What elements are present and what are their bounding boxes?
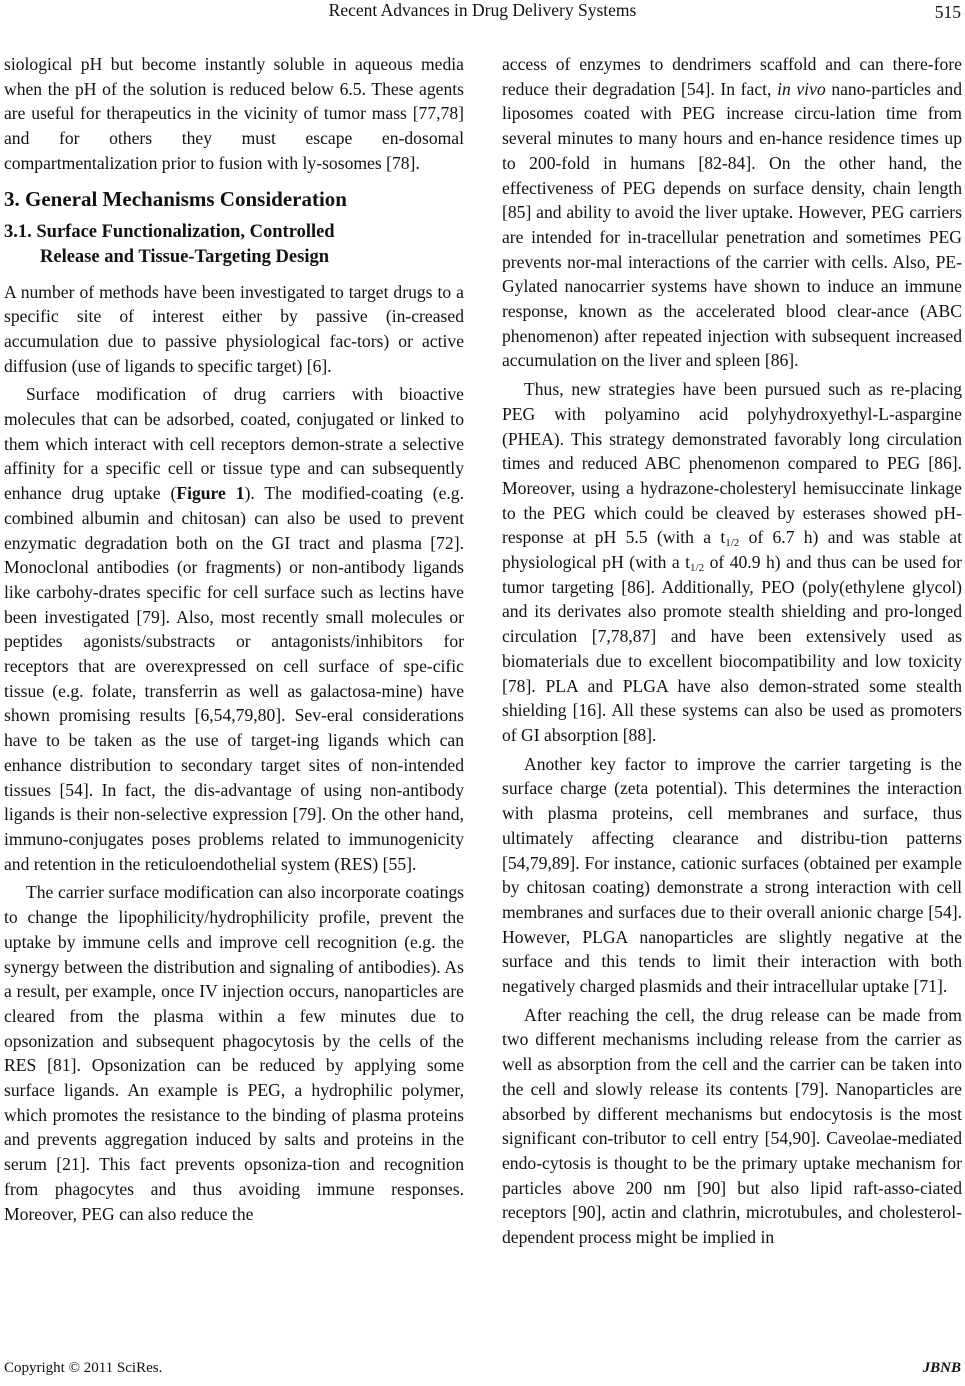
- text-run: Surface modification of drug carriers with bioactive molecules that can be adsorbed, coated, conjugated or linked to them which interact with cell receptors demon-strate a selective affinity for a specific cell or tissue type and can subsequently enhance drug uptake (: [4, 384, 464, 504]
- paragraph-continued: [502, 52, 962, 373]
- paragraph: [502, 377, 962, 748]
- figure-reference-link[interactable]: Figure 1: [176, 483, 245, 504]
- text-run: of 6.7 h) and was stable at physiological pH (with a t: [502, 527, 963, 573]
- italic-term: in vivo: [777, 78, 826, 99]
- text-run: of 40.9 h) and thus can be used for tumor targeting [86]. Additionally, PEO (poly(ethylene glycol) and its derivates also promote stealth shielding and pro-longed circulation [7,78,87] and have been extensively used as biomaterials due to excellent biocompatibility and low toxicity [78]. PLA and PLGA have also demon-strated some stealth shielding [16]. All these systems can also be used as promoters of GI absorption [88].: [502, 552, 963, 745]
- paragraph: The carrier surface modification can also incorporate coatings to change the lipophilicity/hydrophilicity profile, prevent the uptake by immune cells and improve cell recognition (e.g. the synergy between the distribution and signaling of antibodies). As a result, per example, once IV injection occurs, nanoparticles are cleared from the plasma within a few minutes due to opsonization and subsequent phagocytosis by the cells of the RES [81]. Opsonization can be reduced by applying some surface ligands. An example is PEG, a hydrophilic polymer, which promotes the resistance to the binding of plasma proteins and prevents aggregation induced by salts and proteins in the serum [21]. This fact prevents opsoniza-tion and recognition from phagocytes and thus avoiding immune responses. Moreover, PEG can also reduce the: [4, 882, 464, 1224]
- section-heading: 3. General Mechanisms Consideration: [4, 186, 347, 211]
- running-header: [0, 0, 965, 24]
- paragraph-continued: siological pH but become instantly soluble in aqueous media when the pH of the solution is reduced below 6.5. These agents are useful for therapeutics in the vicinity of tumor mass [77,78] and for others they must escape en-dosomal compartmentalization prior to fusion with ly-sosomes [78].: [4, 54, 464, 173]
- paragraph: After reaching the cell, the drug release can be made from two different mechanisms including release from the carrier as well as absorption from the cell and the carrier can be taken into the cell and slowly release its contents [79]. Nanoparticles are absorbed by different mechanisms but endocytosis is the most significant con-tributor to cell entry [54,90]. Caveolae-mediated endo-cytosis is thought to be the primary uptake mechanism for particles above 200 nm [90] but also lipid raft-asso-ciated receptors [90], actin and clathrin, microtubules, and cholesterol-dependent process might be implied in: [502, 1004, 962, 1248]
- subsection-heading-line2: Release and Tissue-Targeting Design: [40, 246, 330, 267]
- subscript: 1/2: [690, 562, 705, 575]
- text-run: access of enzymes to dendrimers scaffold and can there-fore reduce their degradation [54]. In fact,: [502, 54, 962, 99]
- left-column: [4, 52, 464, 1226]
- subsection-heading-line1: 3.1. Surface Functionalization, Controlled: [4, 221, 335, 242]
- text-run: nano-particles and liposomes coated with PEG increase circu-lation time from several minutes to many hours and en-hance residence times up to 200-fold in humans [82-84]. On the other hand, the effectiveness of PEG depends on surface density, chain length [85] and ability to avoid the liver uptake. However, PEG carriers are intended for in-tracellular penetration and sometimes PEG prevents nor-mal interactions of the carrier with cells. Also, PE-Gylated nanocarrier systems have shown to induce an immune response, known as the accelerated blood clear-ance (ABC phenomenon) after repeated injection with subsequent increased accumulation on the liver and spleen [86].: [502, 78, 962, 371]
- running-title: Recent Advances in Drug Delivery Systems: [328, 0, 637, 20]
- paragraph: Another key factor to improve the carrier targeting is the surface charge (zeta potential). This determines the interaction with plasma proteins, cell membranes and surface, thus ultimately affecting clearance and distribu-tion patterns [54,79,89]. For instance, cationic surfaces (obtained per example by chitosan coating) demonstrate a strong interaction with cell membranes and surfaces due to their overall anionic charge [54]. However, PLGA nanoparticles are slightly negative at the surface and this tends to limit their interaction with both negatively charged plasmids and their intracellular uptake [71].: [502, 753, 962, 997]
- journal-abbreviation: JBNB: [922, 1360, 961, 1376]
- text-run: ). The modified-coating (e.g. combined albumin and chitosan) can also be used to prevent enzymatic degradation both on the GI tract and plasma [72]. Monoclonal antibodies (or fragments) or non-antibody ligands like carbohy-drates specific for cell surface such as lectins have been investigated [79]. Also, most recently small molecules or peptides agonists/substracts or antagonists/inhibitors for receptors that are overexpressed on cell surface of spe-cific tissue (e.g. folate, transferrin as well as galactosa-mine) have shown promising results [6,54,79,80]. Sev-eral considerations have to be taken as the use of target-ing ligands which can enhance distribution to secondary target sites of non-intended tissues [54]. In fact, the dis-advantage of using non-antibody ligands is their non-selective expression [79]. On the other hand, immuno-conjugates poses problems related to immunogenicity and retention in the reticuloendothelial system (RES) [55].: [4, 483, 464, 874]
- text-run: Thus, new strategies have been pursued such as re-placing PEG with polyamino acid polyhydroxyethyl-L-aspargine (PHEA). This strategy demonstrated favorably long circulation times and reduced ABC phenomenon compared to PEG [86]. Moreover, using a hydrazone-cholesteryl hemisuccinate linkage to the PEG which could be cleaved by esterases showed pH-response at pH 5.5 (with a t: [502, 379, 962, 548]
- paragraph: [4, 382, 464, 876]
- subscript: 1/2: [725, 537, 740, 550]
- right-column: [502, 52, 962, 1250]
- subsection-heading: [4, 220, 464, 270]
- page-number: 515: [934, 2, 961, 22]
- paragraph: A number of methods have been investigated to target drugs to a specific site of interest either by passive (in-creased accumulation due to passive physiological fac-tors) or active diffusion (use of ligands to specific target) [6].: [4, 281, 464, 376]
- copyright-notice: Copyright © 2011 SciRes.: [4, 1360, 163, 1376]
